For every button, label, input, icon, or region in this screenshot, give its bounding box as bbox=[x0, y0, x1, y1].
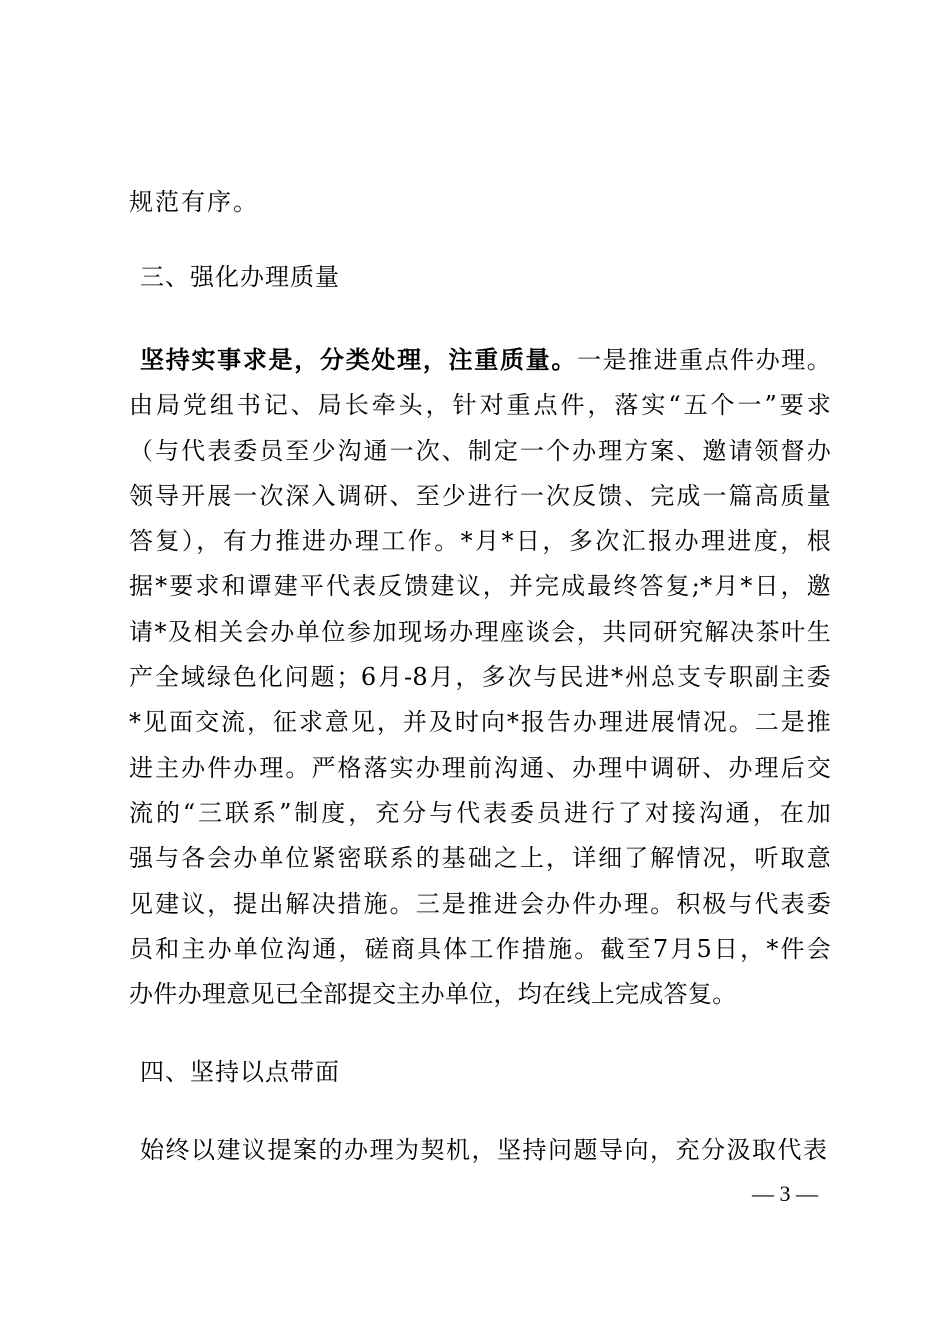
body-line: 办件办理意见已全部提交主办单位，均在线上完成答复。 bbox=[129, 980, 737, 1009]
body-line: 请*及相关会办单位参加现场办理座谈会，共同研究解决茶叶生 bbox=[129, 617, 831, 646]
previous-paragraph-tail: 规范有序。 bbox=[129, 188, 259, 216]
body-line: 产全域绿色化问题；6月-8月，多次与民进*州总支专职副主委 bbox=[129, 663, 831, 692]
body-line: （与代表委员至少沟通一次、制定一个办理方案、邀请领督办 bbox=[129, 436, 831, 465]
body-line bbox=[129, 338, 831, 383]
section-3-body bbox=[129, 338, 831, 1017]
body-line: 流的“三联系”制度，充分与代表委员进行了对接沟通，在加 bbox=[129, 798, 831, 827]
body-line: 见建议，提出解决措施。三是推进会办件办理。积极与代表委 bbox=[129, 889, 831, 918]
body-line: 员和主办单位沟通，磋商具体工作措施。截至7月5日，*件会 bbox=[129, 934, 831, 963]
section-heading-3: 三、强化办理质量 bbox=[140, 263, 340, 291]
body-line: 答复），有力推进办理工作。*月*日，多次汇报办理进度，根 bbox=[129, 527, 831, 556]
body-line: 领导开展一次深入调研、至少进行一次反馈、完成一篇高质量 bbox=[129, 481, 831, 510]
page-number: — 3 — bbox=[752, 1181, 818, 1206]
lead-sentence: 坚持实事求是，分类处理，注重质量。 bbox=[140, 346, 578, 374]
body-line: *见面交流，征求意见，并及时向*报告办理进展情况。二是推 bbox=[129, 708, 831, 737]
body-line: 进主办件办理。严格落实办理前沟通、办理中调研、办理后交 bbox=[129, 753, 831, 782]
section-heading-4: 四、坚持以点带面 bbox=[140, 1058, 340, 1086]
body-line: 由局党组书记、局长牵头，针对重点件，落实“五个一”要求 bbox=[129, 391, 831, 420]
section-4-first-line: 始终以建议提案的办理为契机，坚持问题导向，充分汲取代表 bbox=[140, 1136, 829, 1164]
body-line: 据*要求和谭建平代表反馈建议，并完成最终答复;*月*日，邀 bbox=[129, 572, 831, 601]
body-line: 强与各会办单位紧密联系的基础之上，详细了解情况，听取意 bbox=[129, 844, 831, 873]
line-rest: 一是推进重点件办理。 bbox=[577, 346, 832, 374]
